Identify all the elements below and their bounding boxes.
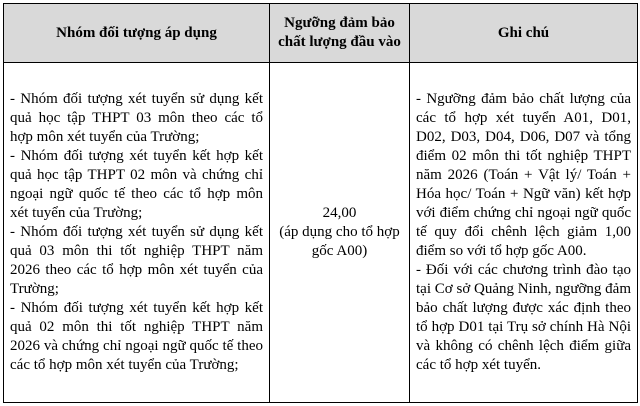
target-group-item: - Nhóm đối tượng xét tuyển kết hợp kết quả 02 môn thi tốt nghiệp THPT năm 2026 và chứng chỉ ngoại ngữ quốc tế theo các tổ hợp môn xét tuyển của Trường; xyxy=(10,300,263,373)
header-threshold-line2: chất lượng đầu vào xyxy=(278,34,401,50)
threshold-note: (áp dụng cho tổ hợp gốc A00) xyxy=(279,224,400,259)
header-quality-threshold xyxy=(270,4,410,63)
target-group-item: - Nhóm đối tượng xét tuyển sử dụng kết quả học tập THPT 03 môn theo các tổ hợp môn xét tuyển của Trường; xyxy=(10,91,263,145)
notes-cell xyxy=(410,63,638,403)
header-target-groups: Nhóm đối tượng áp dụng xyxy=(4,4,270,63)
header-notes: Ghi chú xyxy=(410,4,638,63)
threshold-value: 24,00 xyxy=(322,205,357,221)
admission-threshold-table xyxy=(3,3,638,403)
target-group-item: - Nhóm đối tượng xét tuyển sử dụng kết quả 03 môn thi tốt nghiệp THPT năm 2026 theo các tổ hợp môn xét tuyển của Trường; xyxy=(10,224,263,297)
table-row xyxy=(4,63,638,403)
note-item: - Đối với các chương trình đào tạo tại Cơ sở Quảng Ninh, ngưỡng đảm bảo chất lượng được xác định theo tổ hợp D01 tại Trụ sở chính Hà Nội và không có chênh lệch điểm giữa các tổ hợp xét tuyển. xyxy=(416,262,631,373)
threshold-cell xyxy=(270,63,410,403)
header-threshold-line1: Ngưỡng đảm bảo xyxy=(284,15,395,31)
target-groups-cell xyxy=(4,63,270,403)
target-group-item: - Nhóm đối tượng xét tuyển kết hợp kết quả học tập THPT 02 môn và chứng chỉ ngoại ngữ quốc tế theo các tổ hợp môn xét tuyển của Trường; xyxy=(10,148,263,221)
note-item: - Ngưỡng đảm bảo chất lượng của các tổ hợp xét tuyển A01, D01, D02, D03, D04, D06, D07 và tổng điểm 02 môn thi tốt nghiệp THPT năm 2026 (Toán + Vật lý/ Toán + Hóa học/ Toán + Ngữ văn) kết hợp với điểm chứng chỉ ngoại ngữ quốc tế quy đổi chênh lệch giảm 1,00 điểm so với tổ hợp gốc A00. xyxy=(416,91,631,259)
header-row xyxy=(4,4,638,63)
